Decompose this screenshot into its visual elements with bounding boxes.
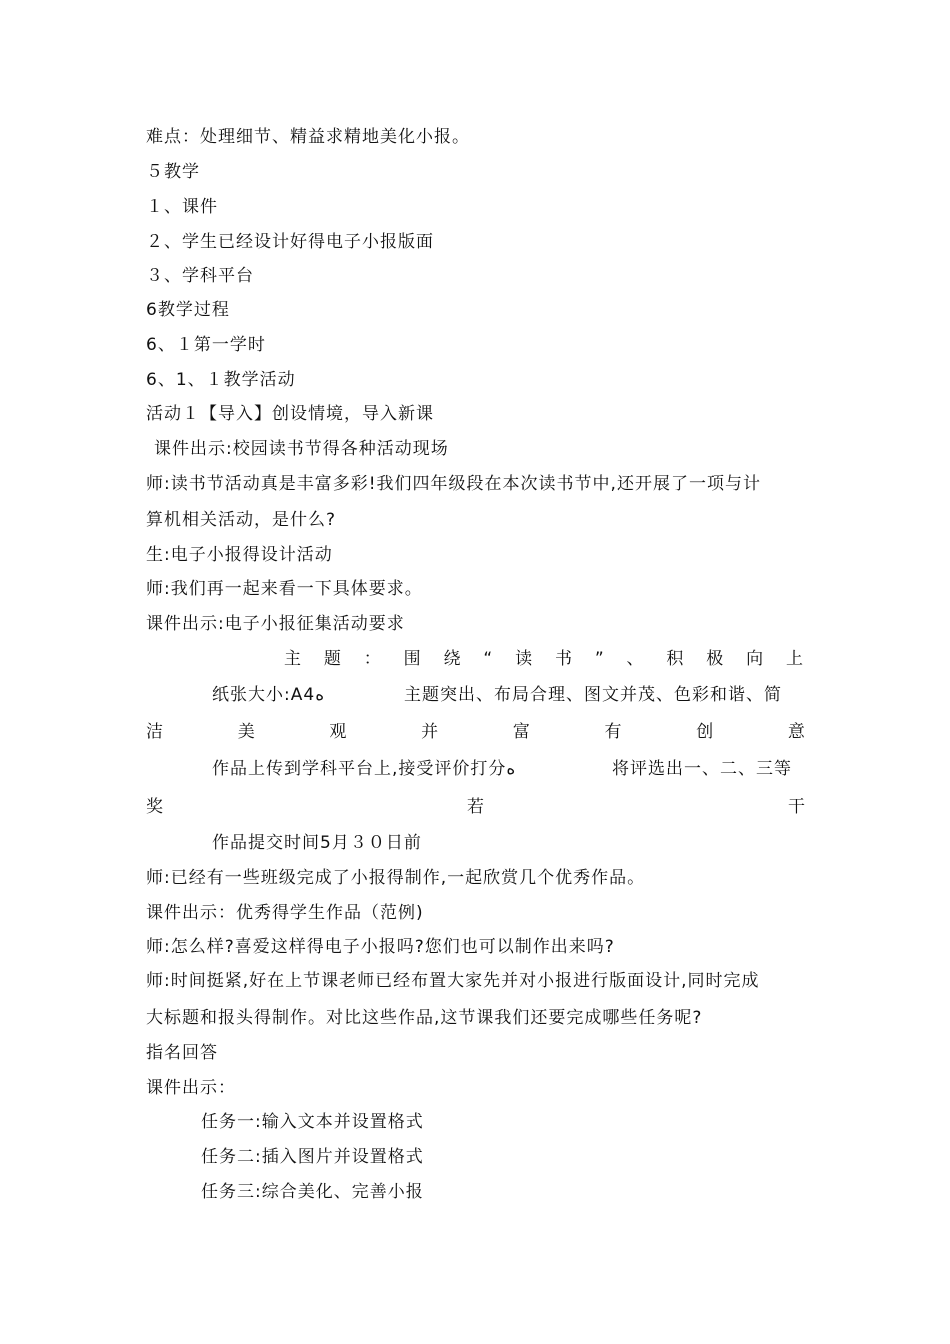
text-line: 课件出示： [146,1078,236,1098]
subsection-heading: 6、１第一学时 [146,335,266,355]
text-line: 师:怎么样?喜爱这样得电子小报吗?您们也可以制作出来吗? [146,937,615,957]
text-char: 绕 [443,649,462,669]
activity-heading: 活动１【导入】创设情境，导入新课 [146,404,434,424]
text-char: 、 [626,649,645,669]
text-line: 指名回答 [146,1043,218,1063]
text-line: 师:已经有一些班级完成了小报得制作,一起欣赏几个优秀作品。 [146,868,646,888]
text-char: 积 [666,649,685,669]
requirement-criteria-cont [146,721,806,743]
text-char: 干 [788,797,806,817]
text-line: 课件出示:校园读书节得各种活动现场 [154,439,449,459]
text-char: 上 [786,649,804,669]
text-char: 有 [604,722,623,742]
requirement-deadline: 作品提交时间5月３０日前 [212,833,422,853]
text-char: 创 [696,722,715,742]
text-line: 生:电子小报得设计活动 [146,545,333,565]
list-item: ３、学科平台 [146,266,254,286]
text-char: 并 [421,722,440,742]
text-line: 师:我们再一起来看一下具体要求。 [146,579,423,599]
text-line: 难点：处理细节、精益求精地美化小报。 [146,127,470,147]
text-char: 观 [329,722,348,742]
requirement-awards: 将评选出一、二、三等 [612,759,792,779]
text-char: “ [483,649,494,669]
text-line: 师:时间挺紧,好在上节课老师已经布置大家先并对小报进行版面设计,同时完成 [146,971,760,991]
requirement-paper: 纸张大小:A4ﻩ [212,685,325,705]
section-heading: ５教学 [146,162,200,182]
task-item: 任务三:综合美化、完善小报 [201,1182,424,1202]
text-line: 算机相关活动，是什么? [146,510,337,530]
text-char: 读 [515,649,534,669]
text-char: 主 [284,649,302,669]
text-line: 师:读书节活动真是丰富多彩!我们四年级段在本次读书节中,还开展了一项与计 [146,474,761,494]
requirement-criteria: 主题突出、布局合理、图文并茂、色彩和谐、简 [404,685,782,705]
text-line: 课件出示:电子小报征集活动要求 [146,614,405,634]
text-char: 书 [554,649,573,669]
text-char: 极 [706,649,725,669]
text-char: ： [363,649,382,669]
requirement-upload: 作品上传到学科平台上,接受评价打分ﻩ [212,759,516,779]
section-heading: 6教学过程 [146,300,230,320]
text-line: 课件出示：优秀得学生作品（范例) [146,903,424,923]
text-char: 围 [403,649,422,669]
task-item: 任务二:插入图片并设置格式 [201,1147,424,1167]
text-char: 向 [746,649,765,669]
text-char: 美 [237,722,256,742]
task-item: 任务一:输入文本并设置格式 [201,1112,424,1132]
text-char: 洁 [146,722,164,742]
requirement-theme [284,648,804,670]
subsection-heading: 6、1、１教学活动 [146,370,296,390]
requirement-awards-cont [146,796,806,818]
text-char: ” [594,649,605,669]
text-char: 富 [512,722,531,742]
text-char: 意 [787,722,806,742]
list-item: ２、学生已经设计好得电子小报版面 [146,232,434,252]
text-line: 大标题和报头得制作。对比这些作品,这节课我们还要完成哪些任务呢? [146,1008,703,1028]
list-item: １、课件 [146,197,218,217]
text-char: 若 [467,797,485,817]
text-char: 奖 [146,797,164,817]
text-char: 题 [323,649,342,669]
